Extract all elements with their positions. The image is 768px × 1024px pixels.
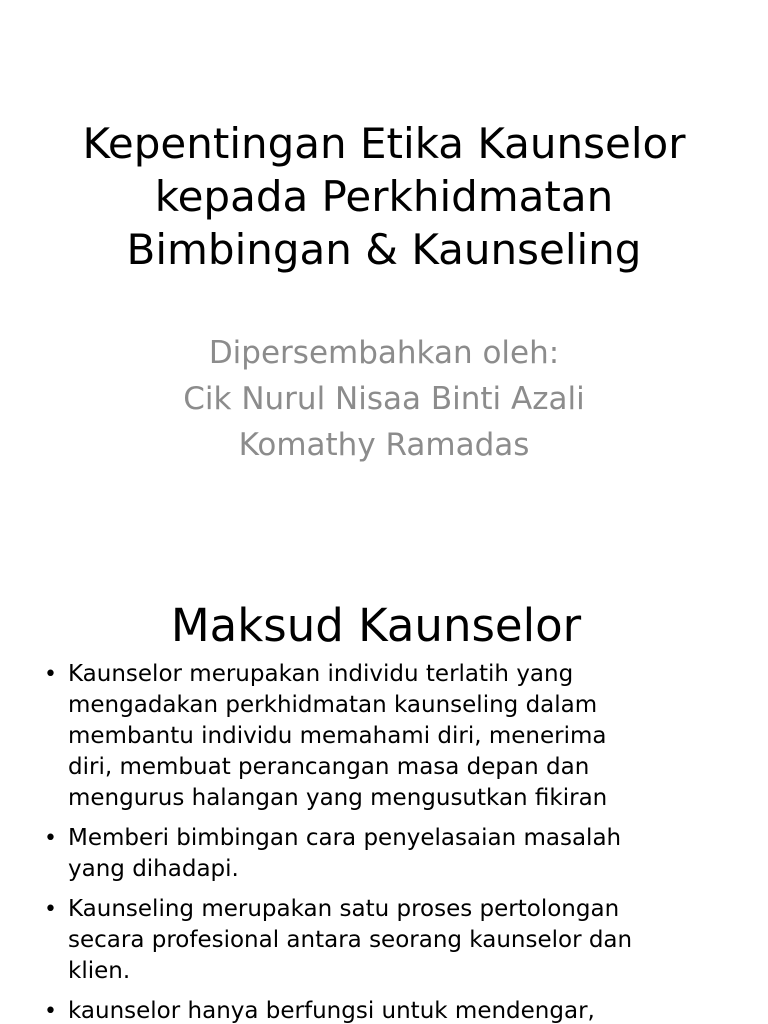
bullet-item xyxy=(40,894,720,987)
bullet-dot-icon: • xyxy=(44,662,57,687)
bullet-text-line: yang dihadapi. xyxy=(68,856,239,882)
bullet-text-line: mengadakan perkhidmatan kaunseling dalam xyxy=(68,692,598,718)
slide-2 xyxy=(0,576,768,1024)
bullet-text-line: mengurus halangan yang mengusutkan fikiran xyxy=(68,785,608,811)
bullet-item xyxy=(40,659,720,814)
slide-1-title-line-2: kepada Perkhidmatan xyxy=(154,172,614,221)
slide-1-title xyxy=(0,117,768,276)
slide-1-title-line-1: Kepentingan Etika Kaunselor xyxy=(82,119,686,168)
bullet-dot-icon: • xyxy=(44,897,57,922)
bullet-list xyxy=(40,659,720,1024)
bullet-text-line: Kaunselor merupakan individu terlatih yang xyxy=(68,661,574,687)
presenter-name-1: Cik Nurul Nisaa Binti Azali xyxy=(183,381,585,417)
slide-1-title-line-3: Bimbingan & Kaunseling xyxy=(126,225,642,274)
bullet-text-line: Kaunseling merupakan satu proses pertolongan xyxy=(68,896,620,922)
bullet-dot-icon: • xyxy=(44,999,57,1024)
bullet-text-line: klien. xyxy=(68,958,131,984)
bullet-item xyxy=(40,996,720,1024)
presenter-name-2: Komathy Ramadas xyxy=(238,427,530,463)
bullet-text-line: kaunselor hanya berfungsi untuk mendengar, xyxy=(68,998,595,1024)
bullet-item xyxy=(40,823,720,885)
bullet-text-line: secara profesional antara seorang kaunselor dan xyxy=(68,927,633,953)
slide-1-subtitle xyxy=(0,330,768,468)
bullet-dot-icon: • xyxy=(44,826,57,851)
slide-2-title: Maksud Kaunselor xyxy=(170,599,582,652)
presenter-intro: Dipersembahkan oleh: xyxy=(208,335,560,371)
bullet-text-line: membantu individu memahami diri, menerima xyxy=(68,723,607,749)
bullet-text-line: diri, membuat perancangan masa depan dan xyxy=(68,754,590,780)
bullet-text-line: Memberi bimbingan cara penyelasaian masalah xyxy=(68,825,622,851)
